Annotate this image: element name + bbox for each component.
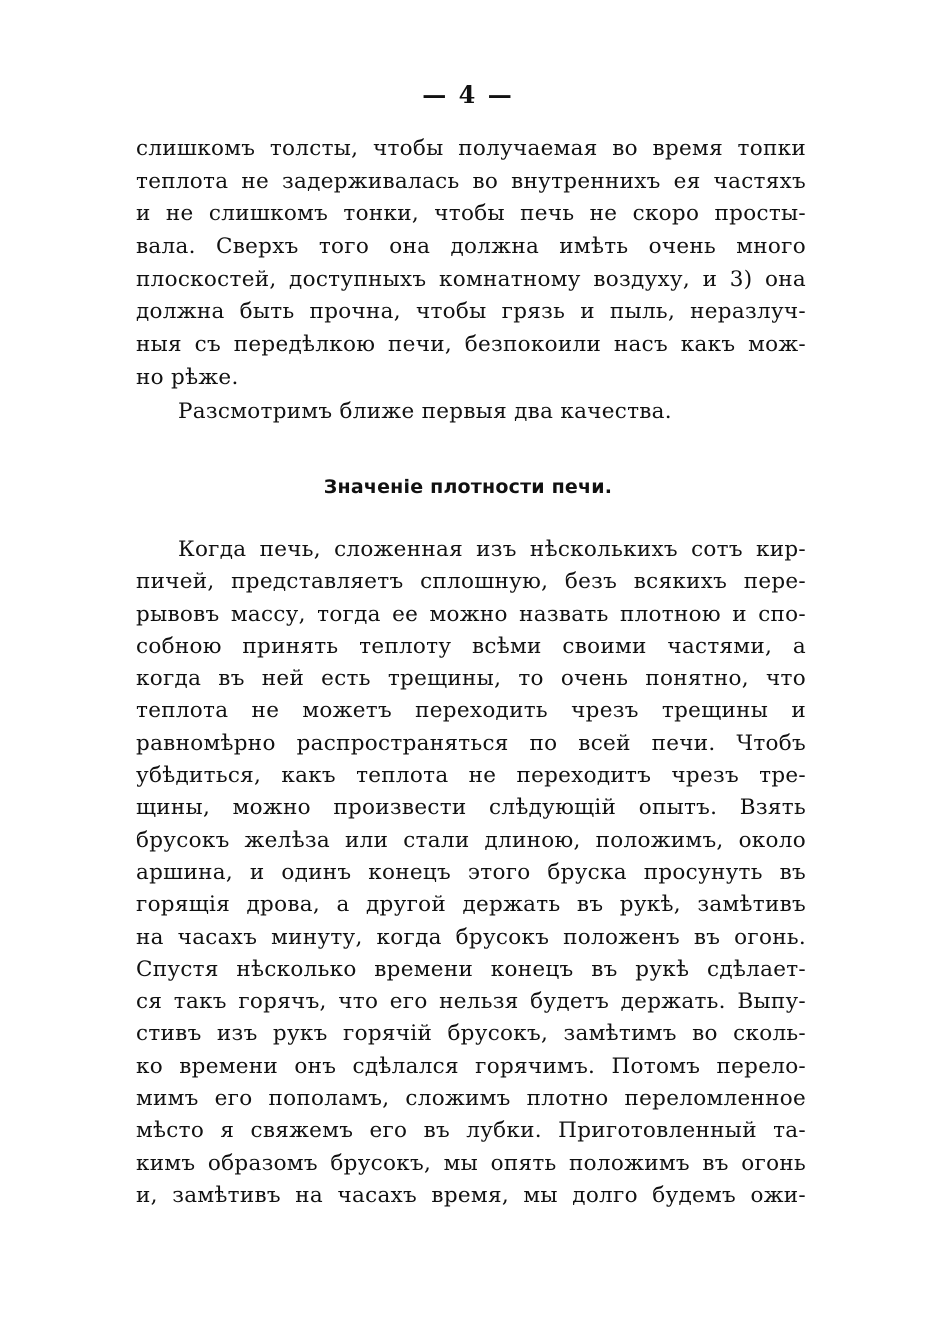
text-line: ся такъ горячъ, что его нельзя будетъ держать. Выпу- [136, 989, 806, 1015]
text-line: аршина, и одинъ конецъ этого бруска просунуть въ [136, 859, 806, 885]
text-line: теплота не можетъ переходить чрезъ трещины и [136, 698, 806, 724]
review-paragraph [136, 396, 806, 429]
text-line: когда въ ней есть трещины, то очень понятно, что [136, 666, 806, 692]
text-line: кимъ образомъ брусокъ, мы опять положимъ въ огонь [136, 1150, 806, 1176]
text-line: теплота не задерживалась во внутреннихъ ея частяхъ [136, 168, 806, 194]
text-line: убѣдиться, какъ теплота не переходитъ чрезъ тре- [136, 763, 806, 789]
text-line: ныя съ передѣлкою печи, безпокоили насъ какъ мож- [136, 332, 806, 358]
text-line: пичей, представляетъ сплошную, безъ всякихъ пере- [136, 569, 806, 595]
section-heading: Значеніе плотности печи. [323, 476, 613, 498]
text-line: собною принять теплоту всѣми своими частями, а [136, 633, 806, 659]
text-line: щины, можно произвести слѣдующій опытъ. Взять [136, 795, 806, 821]
section-paragraph [136, 534, 806, 1212]
text-line: и, замѣтивъ на часахъ время, мы долго будемъ ожи- [136, 1182, 806, 1208]
page-number: — 4 — [422, 80, 514, 109]
text-line: равномѣрно распространяться по всей печи. Чтобъ [136, 730, 806, 756]
text-line: должна быть прочна, чтобы грязь и пыль, неразлуч- [136, 299, 806, 325]
text-line: плоскостей, доступныхъ комнатному воздуху, и 3) она [136, 266, 806, 292]
text-line: стивъ изъ рукъ горячій брусокъ, замѣтимъ во сколь- [136, 1021, 806, 1047]
text-line: рывовъ массу, тогда ее можно назвать плотною и спо- [136, 601, 806, 627]
text-line: брусокъ желѣза или стали длиною, положимъ, около [136, 827, 806, 853]
text-line: мимъ его пополамъ, сложимъ плотно переломленное [136, 1086, 806, 1112]
text-line: вала. Сверхъ того она должна имѣть очень много [136, 234, 806, 260]
text-line: горящія дрова, а другой держать въ рукѣ, замѣтивъ [136, 892, 806, 918]
text-line: Когда печь, сложенная изъ нѣсколькихъ сотъ кир- [178, 537, 806, 562]
text-line: но рѣже. [136, 364, 239, 390]
text-line: на часахъ минуту, когда брусокъ положенъ въ огонь. [136, 924, 806, 950]
text-line: мѣсто я свяжемъ его въ лубки. Приготовленный та- [136, 1118, 806, 1144]
continued-paragraph [136, 133, 806, 395]
text-line: и не слишкомъ тонки, чтобы печь не скоро просты- [136, 201, 806, 227]
text-line: ко времени онъ сдѣлался горячимъ. Потомъ перело- [136, 1053, 806, 1079]
text-line: слишкомъ толсты, чтобы получаемая во время топки [136, 136, 806, 161]
text-line: Спустя нѣсколько времени конецъ въ рукѣ сдѣлает- [136, 956, 806, 982]
text-line: Разсмотримъ ближе первыя два качества. [178, 399, 672, 424]
